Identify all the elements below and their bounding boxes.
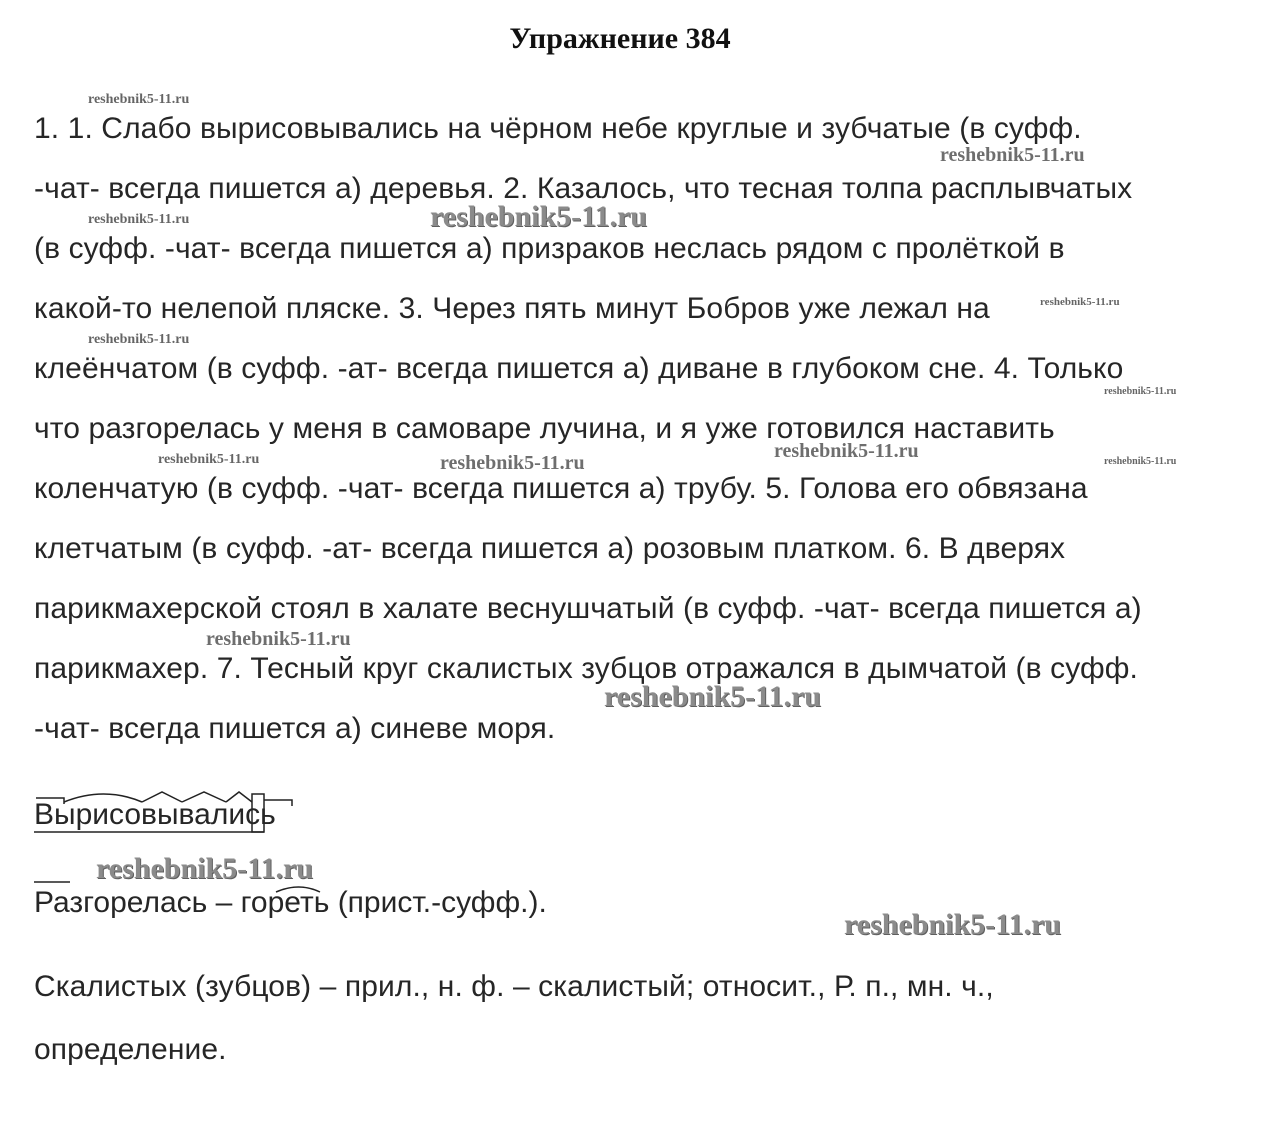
watermark: reshebnik5-11.ru (604, 680, 821, 713)
watermark: reshebnik5-11.ru (940, 144, 1085, 166)
analysis-line: Скалистых (зубцов) – прил., н. ф. – скалистый; относит., Р. п., мн. ч., (34, 970, 994, 1003)
watermark: reshebnik5-11.ru (88, 212, 190, 227)
watermark: reshebnik5-11.ru (158, 452, 260, 467)
text-line: какой-то нелепой пляске. 3. Через пять минут Бобров уже лежал на (34, 292, 990, 325)
text-line: парикмахерской стоял в халате веснушчатый (в суфф. -чат- всегда пишется а) (34, 592, 1142, 625)
exercise-title: Упражнение 384 (509, 22, 731, 55)
watermark: reshebnik5-11.ru (1040, 296, 1120, 308)
derivation-method: ть (прист.-суфф.). (299, 886, 547, 919)
text-line: (в суфф. -чат- всегда пишется а) призраков неслась рядом с пролёткой в (34, 232, 1065, 265)
text-line: -чат- всегда пишется а) деревья. 2. Казалось, что тесная толпа расплывчатых (34, 172, 1133, 205)
text-line: клетчатым (в суфф. -ат- всегда пишется а) розовым платком. 6. В дверях (34, 532, 1066, 565)
watermark: reshebnik5-11.ru (88, 332, 190, 347)
watermark: reshebnik5-11.ru (844, 908, 1061, 941)
watermark: reshebnik5-11.ru (1104, 386, 1177, 397)
watermark: reshebnik5-11.ru (440, 452, 585, 474)
text-line: коленчатую (в суфф. -чат- всегда пишется а) трубу. 5. Голова его обвязана (34, 472, 1088, 505)
watermark: reshebnik5-11.ru (430, 200, 647, 233)
text-line: 1. 1. Слабо вырисовывались на чёрном небе круглые и зубчатые (в суфф. (34, 112, 1082, 145)
watermark: reshebnik5-11.ru (88, 92, 190, 107)
analysis-line: определение. (34, 1033, 227, 1066)
text-line: что разгорелась у меня в самоваре лучина, и я уже готовился наставить (34, 412, 1055, 445)
watermark: reshebnik5-11.ru (1104, 456, 1177, 467)
derived-word: Разгорелась (34, 886, 208, 919)
derivation-line (34, 886, 547, 920)
text-line: клеёнчатом (в суфф. -ат- всегда пишется а) диване в глубоком сне. 4. Только (34, 352, 1124, 385)
watermark: reshebnik5-11.ru (206, 628, 351, 650)
watermark: reshebnik5-11.ru (96, 852, 313, 885)
watermark: reshebnik5-11.ru (774, 440, 919, 462)
morpheme-word: Вырисовывались (34, 798, 276, 831)
text-line: парикмахер. 7. Тесный круг скалистых зубцов отражался в дымчатой (в суфф. (34, 652, 1138, 685)
text-line: -чат- всегда пишется а) синеве моря. (34, 712, 556, 745)
base-word: – горе (207, 886, 300, 919)
